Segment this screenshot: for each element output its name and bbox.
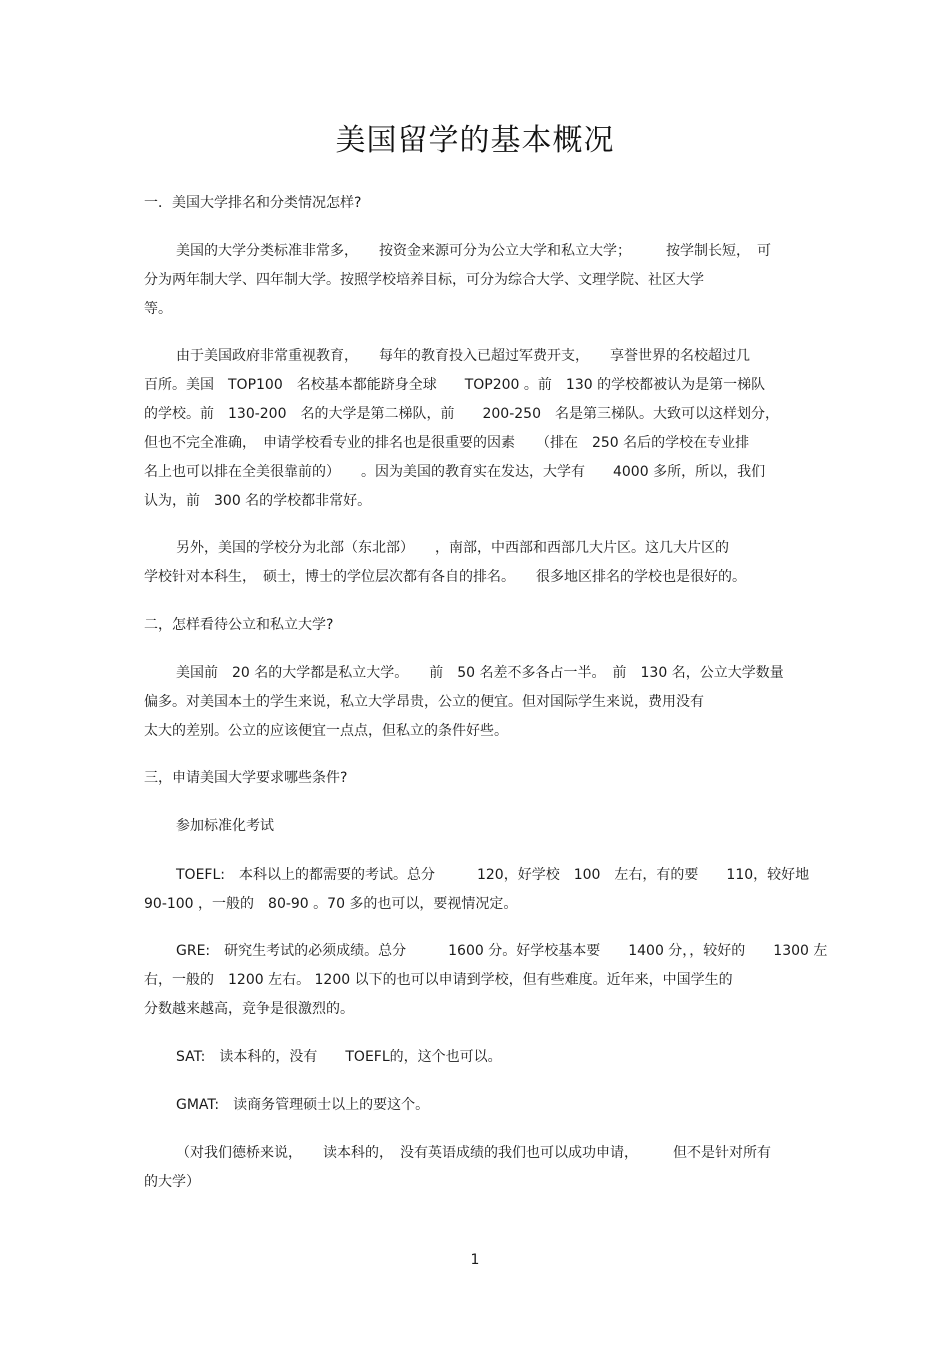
paragraph-line: 太大的差别。公立的应该便宜一点点，但私立的条件好些。	[144, 723, 508, 739]
paragraph-line: 百所。美国 TOP100 名校基本都能跻身全球 TOP200 。前 130 的学校都被认为是第一梯队	[144, 377, 766, 393]
paragraph-line: 等。	[144, 301, 172, 317]
section-heading-1: 一．美国大学排名和分类情况怎样?	[144, 195, 362, 211]
paragraph-line: 另外，美国的学校分为北部（东北部） ，南部，中西部和西部几大片区。这几大片区的	[176, 540, 729, 556]
paragraph-line: 偏多。对美国本土的学生来说，私立大学昂贵，公立的便宜。但对国际学生来说，费用没有	[144, 694, 704, 710]
subheading: 参加标准化考试	[176, 818, 274, 834]
paragraph-line: SAT: 读本科的，没有 TOEFL的，这个也可以。	[176, 1049, 502, 1065]
page-number: 1	[470, 1252, 480, 1268]
paragraph-line: 右，一般的 1200 左右。 1200 以下的也可以申请到学校，但有些难度。近年来，中国学生的	[144, 972, 733, 988]
paragraph-line: 分数越来越高，竞争是很激烈的。	[144, 1001, 354, 1017]
paragraph-line: 但也不完全准确， 申请学校看专业的排名也是很重要的因素 （排在 250 名后的学校在专业排	[144, 435, 750, 451]
paragraph-line: 的学校。前 130-200 名的大学是第二梯队，前 200-250 名是第三梯队。大致可以这样划分，	[144, 406, 779, 422]
paragraph-line: 认为，前 300 名的学校都非常好。	[144, 493, 372, 509]
paragraph-line: 的大学）	[144, 1174, 200, 1190]
paragraph-line: TOEFL: 本科以上的都需要的考试。总分 120，好学校 100 左右，有的要 110，较好地	[176, 867, 810, 883]
paragraph-line: 名上也可以排在全美很靠前的） 。因为美国的教育实在发达，大学有 4000 多所，所以，我们	[144, 464, 766, 480]
paragraph-line: 90-100 ，一般的 80-90 。70 多的也可以，要视情况定。	[144, 896, 518, 912]
paragraph-line: 分为两年制大学、四年制大学。按照学校培养目标，可分为综合大学、文理学院、社区大学	[144, 272, 704, 288]
paragraph-line: 学校针对本科生， 硕士，博士的学位层次都有各自的排名。 很多地区排名的学校也是很好的。	[144, 569, 746, 585]
paragraph-line: 美国的大学分类标准非常多， 按资金来源可分为公立大学和私立大学； 按学制长短， 可	[176, 243, 771, 259]
page-title: 美国留学的基本概况	[335, 123, 615, 158]
section-heading-2: 二，怎样看待公立和私立大学?	[144, 617, 334, 633]
paragraph-line: 由于美国政府非常重视教育， 每年的教育投入已超过军费开支， 享誉世界的名校超过几	[176, 348, 750, 364]
paragraph-line: （对我们德桥来说， 读本科的， 没有英语成绩的我们也可以成功申请， 但不是针对所有	[176, 1145, 771, 1161]
paragraph-line: 美国前 20 名的大学都是私立大学。 前 50 名差不多各占一半。 前 130 名，公立大学数量	[176, 665, 784, 681]
paragraph-line: GMAT: 读商务管理硕士以上的要这个。	[176, 1097, 430, 1113]
section-heading-3: 三，申请美国大学要求哪些条件?	[144, 770, 348, 786]
paragraph-line: GRE: 研究生考试的必须成绩。总分 1600 分。好学校基本要 1400 分，，较好的 1300 左	[176, 943, 828, 959]
